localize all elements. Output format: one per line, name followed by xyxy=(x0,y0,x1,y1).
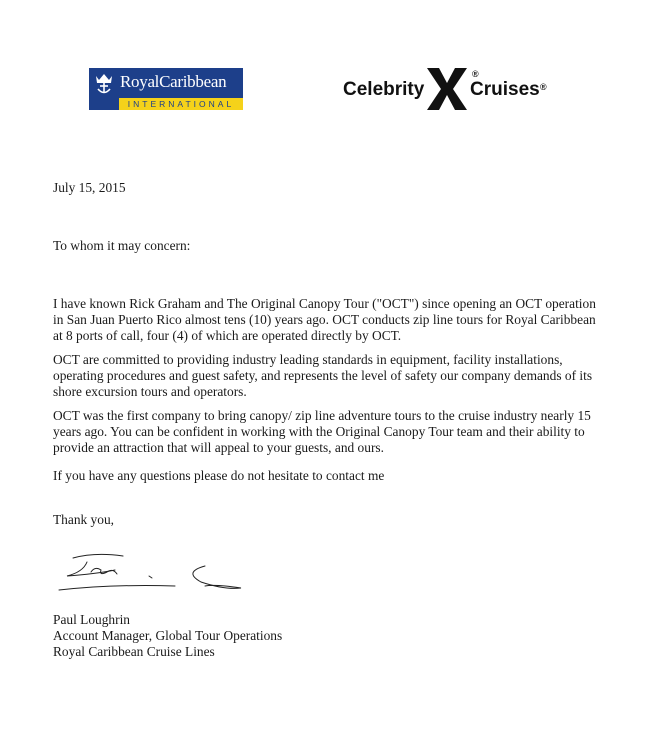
letter-salutation: To whom it may concern: xyxy=(53,238,191,253)
letter-date: July 15, 2015 xyxy=(53,180,126,195)
letter-closing: Thank you, xyxy=(53,512,114,527)
paragraph-line: operating procedures and guest safety, and represents the level of safety our company demands of its xyxy=(53,368,593,383)
royal-caribbean-logo xyxy=(89,68,243,110)
letter-paragraph xyxy=(53,408,591,456)
celebrity-cruises-logo xyxy=(343,66,553,114)
paragraph-line: shore excursion tours and operators. xyxy=(53,384,247,399)
paragraph-line: I have known Rick Graham and The Original Canopy Tour ("OCT") since opening an OCT operation xyxy=(53,296,596,311)
signer-company: Royal Caribbean Cruise Lines xyxy=(53,644,215,659)
rc-logo-name: RoyalCaribbean xyxy=(120,72,227,91)
paragraph-line: OCT was the first company to bring canopy/ zip line adventure tours to the cruise industry nearly 15 xyxy=(53,408,591,423)
celebrity-registered-mark-top: ® xyxy=(472,69,479,79)
handwritten-signature xyxy=(55,550,255,600)
signer-title: Account Manager, Global Tour Operations xyxy=(53,628,283,643)
paragraph-line: years ago. You can be confident in working with the Original Canopy Tour team and their ability to xyxy=(53,424,585,439)
crown-anchor-icon xyxy=(91,70,117,96)
paragraph-line: at 8 ports of call, four (4) of which are operated directly by OCT. xyxy=(53,328,402,343)
closing-question: If you have any questions please do not hesitate to contact me xyxy=(53,468,385,483)
paragraph-line: in San Juan Puerto Rico almost tens (10) years ago. OCT conducts zip line tours for Royal Caribbean xyxy=(53,312,596,327)
paragraph-line: provide an attraction that will appeal to your guests, and ours. xyxy=(53,440,384,455)
rc-logo-corner xyxy=(89,98,119,110)
celebrity-registered-mark: ® xyxy=(540,82,547,92)
paragraph-line: OCT are committed to providing industry leading standards in equipment, facility installations, xyxy=(53,352,563,367)
cruises-word: Cruises xyxy=(470,79,540,100)
celebrity-word: Celebrity xyxy=(343,79,425,100)
rc-logo-subtitle: INTERNATIONAL xyxy=(119,98,243,110)
signer-name: Paul Loughrin xyxy=(53,612,130,627)
letter-paragraph xyxy=(53,296,596,344)
celebrity-x-icon xyxy=(425,66,469,112)
letter-paragraph xyxy=(53,352,593,400)
